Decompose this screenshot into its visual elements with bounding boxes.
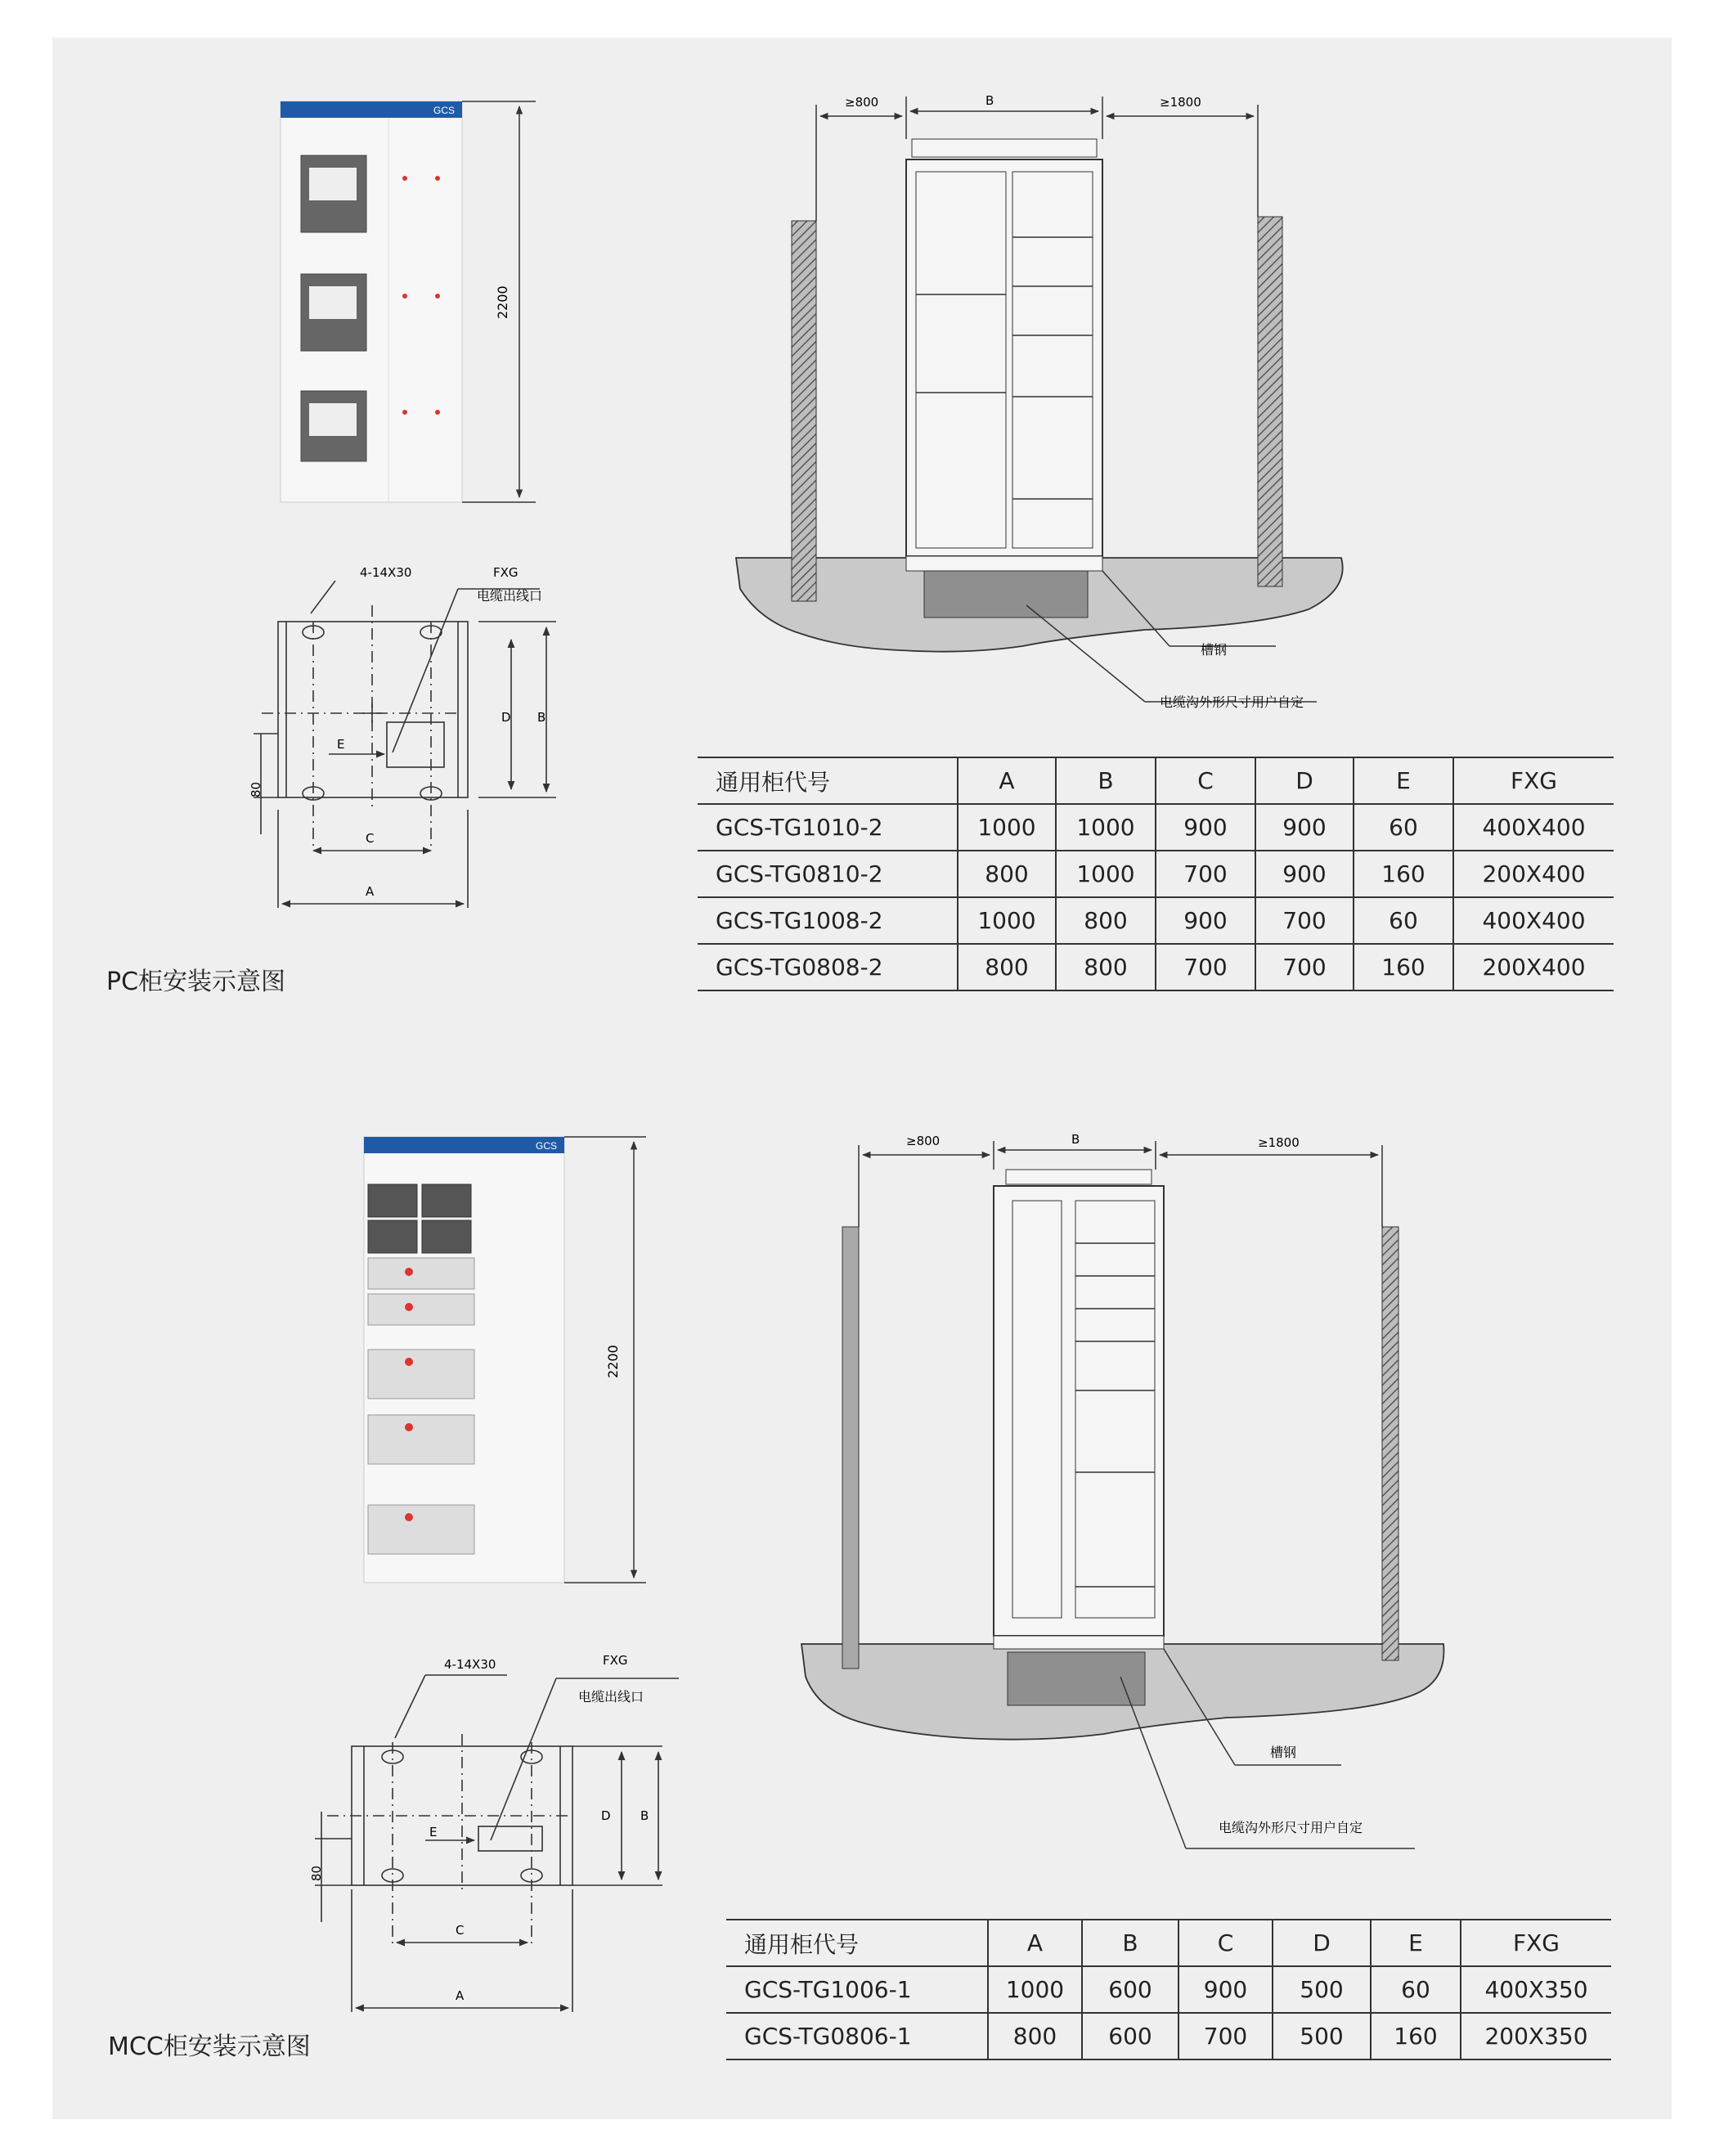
table-cell: 600 (1082, 1966, 1179, 2013)
mcc-cabinet-photo (364, 1137, 564, 1583)
table-cell: 160 (1371, 2013, 1461, 2059)
header-cell: B (1056, 757, 1156, 804)
header-cell: D (1255, 757, 1354, 804)
pc-dim-b: B (537, 710, 546, 725)
table-cell: GCS-TG1008-2 (698, 897, 958, 944)
header-cell: C (1156, 757, 1255, 804)
pc-section-title: PC柜安装示意图 (106, 968, 286, 996)
header-cell: B (1082, 1920, 1179, 1966)
table-cell: GCS-TG0806-1 (726, 2013, 988, 2059)
mcc-dim-a: A (456, 1988, 465, 2003)
header-cell: 通用柜代号 (698, 757, 958, 804)
table-row (698, 897, 1614, 944)
mcc-dim-b: B (640, 1808, 649, 1823)
pc-height-label: 2200 (495, 285, 510, 319)
pc-channel-label: 槽钢 (1201, 642, 1228, 658)
table-row (698, 851, 1614, 897)
mcc-width-label: B (1071, 1132, 1080, 1147)
table-cell: 900 (1156, 897, 1255, 944)
pc-cabinet-photo (281, 101, 462, 502)
table-cell: 60 (1354, 804, 1453, 851)
table-cell: 400X400 (1453, 804, 1614, 851)
table-cell: 500 (1273, 2013, 1371, 2059)
mcc-spec-table (726, 1919, 1611, 2060)
table-cell: GCS-TG1010-2 (698, 804, 958, 851)
table-cell: 1000 (1056, 804, 1156, 851)
mcc-height-label: 2200 (605, 1345, 621, 1378)
table-cell: 160 (1354, 944, 1453, 990)
table-cell: 200X400 (1453, 851, 1614, 897)
pc-dim-80: 80 (249, 781, 263, 797)
table-cell: 500 (1273, 1966, 1371, 2013)
table-cell: 1000 (958, 897, 1056, 944)
pc-right-clearance: ≥1800 (1160, 95, 1201, 110)
table-cell: 900 (1156, 804, 1255, 851)
pc-dim-d: D (501, 710, 511, 725)
mcc-channel-label: 槽钢 (1270, 1745, 1297, 1760)
table-row (726, 1966, 1611, 2013)
table-cell: 900 (1179, 1966, 1273, 2013)
pc-left-clearance: ≥800 (845, 95, 879, 110)
mcc-dim-80: 80 (309, 1865, 324, 1881)
mcc-section-title: MCC柜安装示意图 (108, 2032, 311, 2061)
pc-trench-label: 电缆沟外形尺寸用户自定 (1160, 694, 1304, 710)
mcc-dim-c: C (456, 1923, 465, 1938)
table-cell: GCS-TG0810-2 (698, 851, 958, 897)
pc-fxg-label: FXG (493, 565, 519, 580)
header-cell: E (1371, 1920, 1461, 1966)
header-cell: A (988, 1920, 1082, 1966)
table-row (726, 2013, 1611, 2059)
table-cell: 700 (1255, 897, 1354, 944)
table-cell: 1000 (1056, 851, 1156, 897)
header-cell: E (1354, 757, 1453, 804)
pc-plan-view (254, 581, 556, 908)
header-cell: D (1273, 1920, 1371, 1966)
header-cell: A (958, 757, 1056, 804)
mcc-trench-label: 电缆沟外形尺寸用户自定 (1219, 1820, 1363, 1835)
table-row (698, 804, 1614, 851)
pc-dim-c: C (366, 831, 375, 846)
table-cell: 400X350 (1461, 1966, 1611, 2013)
table-cell: GCS-TG1006-1 (726, 1966, 988, 2013)
pc-cable-outlet-label: 电缆出线口 (477, 588, 543, 604)
mcc-left-clearance: ≥800 (906, 1134, 941, 1148)
mcc-photo-brand: GCS (536, 1140, 558, 1152)
table-cell: 800 (1056, 897, 1156, 944)
header-cell: FXG (1453, 757, 1614, 804)
table-cell: 1000 (958, 804, 1056, 851)
table-cell: 700 (1156, 851, 1255, 897)
table-cell: 800 (958, 851, 1056, 897)
header-cell: C (1179, 1920, 1273, 1966)
mcc-fxg-label: FXG (603, 1653, 628, 1668)
table-cell: 60 (1371, 1966, 1461, 2013)
pc-width-label: B (985, 93, 994, 108)
table-cell: 800 (958, 944, 1056, 990)
table-cell: 900 (1255, 804, 1354, 851)
mcc-side-view (801, 1141, 1443, 1848)
mcc-cable-outlet-label: 电缆出线口 (578, 1689, 644, 1705)
pc-side-view (736, 97, 1343, 702)
table-cell: 200X400 (1453, 944, 1614, 990)
pc-dim-a: A (366, 884, 375, 899)
pc-dim-e: E (337, 737, 345, 752)
pc-spec-table (698, 757, 1614, 991)
mcc-dim-d: D (601, 1808, 611, 1823)
mcc-bolt-label: 4-14X30 (444, 1657, 496, 1672)
table-cell: 1000 (988, 1966, 1082, 2013)
table-cell: 200X350 (1461, 2013, 1611, 2059)
table-cell: 60 (1354, 897, 1453, 944)
pc-bolt-label: 4-14X30 (360, 565, 412, 580)
mcc-plan-view (315, 1675, 679, 2012)
header-cell: FXG (1461, 1920, 1611, 1966)
mcc-right-clearance: ≥1800 (1258, 1135, 1300, 1150)
header-cell: 通用柜代号 (726, 1920, 988, 1966)
table-header-row (726, 1920, 1611, 1966)
table-cell: 700 (1179, 2013, 1273, 2059)
table-header-row (698, 757, 1614, 804)
table-row (698, 944, 1614, 990)
pc-photo-brand: GCS (433, 105, 456, 116)
table-cell: 800 (988, 2013, 1082, 2059)
table-cell: 160 (1354, 851, 1453, 897)
table-cell: 400X400 (1453, 897, 1614, 944)
table-cell: 600 (1082, 2013, 1179, 2059)
mcc-dim-e: E (429, 1825, 438, 1839)
table-cell: 900 (1255, 851, 1354, 897)
table-cell: 700 (1156, 944, 1255, 990)
table-cell: 700 (1255, 944, 1354, 990)
table-cell: GCS-TG0808-2 (698, 944, 958, 990)
table-cell: 800 (1056, 944, 1156, 990)
